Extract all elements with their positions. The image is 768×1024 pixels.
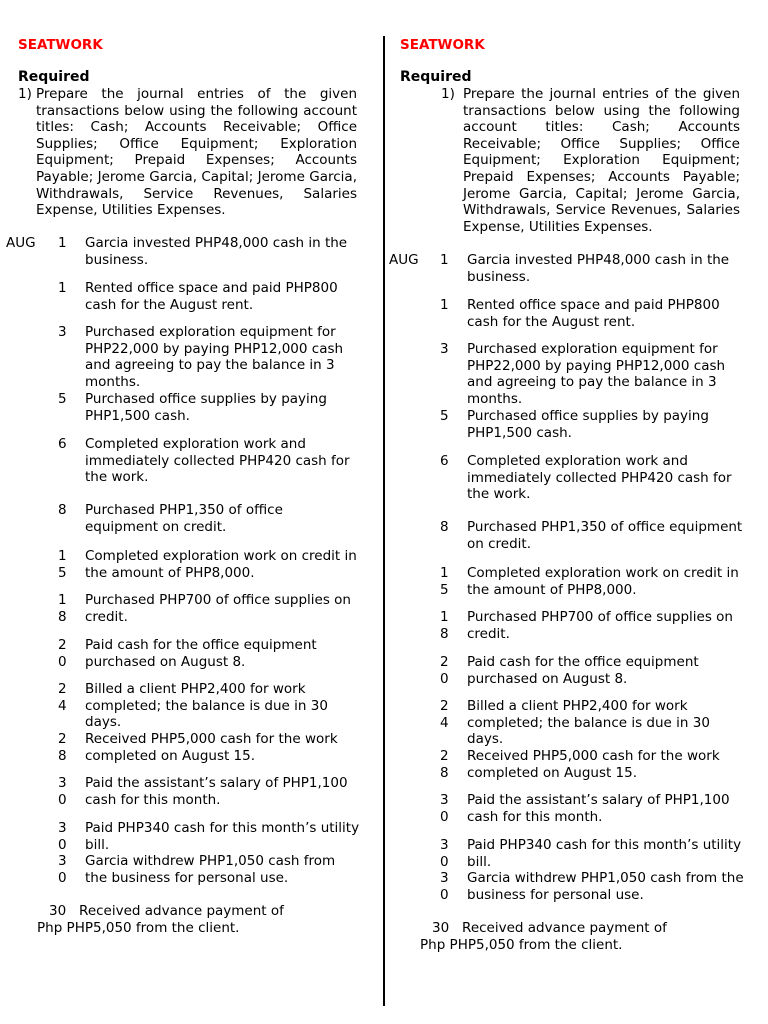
entry-day: 1 5 (440, 565, 449, 598)
entry-text: Garcia withdrew PHP1,050 cash from the business for personal use. (467, 870, 744, 903)
entry-text: Paid cash for the office equipment purchased on August 8. (467, 654, 699, 687)
entry-day: 1 8 (440, 609, 449, 642)
entry-text: Paid PHP340 cash for this month’s utility bill. (467, 837, 742, 870)
month-label: AUG (389, 252, 419, 268)
entry-day: 1 (440, 297, 449, 313)
entry-text: Purchased office supplies by paying PHP1,500 cash. (85, 391, 327, 424)
entry-text: Completed exploration work and immediately collected PHP420 cash for the work. (467, 453, 732, 503)
entry-text: Purchased PHP1,350 of office equipment on credit. (85, 502, 283, 535)
entry-day: 8 (440, 519, 449, 535)
entry-day: 3 0 (440, 837, 449, 870)
entry-day: 1 (440, 252, 449, 268)
instruction-text: Prepare the journal entries of the given transactions below using the following account titles: Cash; Accounts Receivable; Office Supplies; Office Equipment; Exploration Equipment; Prepaid Expenses; Accounts Payable; Jerome Garcia, Capital; Jerome Garcia, Withdrawals, Service Revenues, Salaries Expense, Utilities Expenses. (36, 86, 357, 219)
entry-text: Garcia invested PHP48,000 cash in the business. (85, 235, 348, 268)
entry-day: 3 0 (58, 820, 67, 853)
entry-day: 1 (58, 280, 67, 296)
entry-day: 3 (440, 341, 449, 357)
entry-day: 3 0 (58, 853, 67, 886)
entry-text: Paid the assistant’s salary of PHP1,100 cash for this month. (467, 792, 730, 825)
entry-day: 8 (58, 502, 67, 518)
entry-text: Paid the assistant’s salary of PHP1,100 cash for this month. (85, 775, 348, 808)
entry-day: 3 0 (440, 870, 449, 903)
entry-day: 5 (58, 391, 67, 407)
instruction-number: 1) (18, 86, 32, 102)
entry-day: 6 (58, 436, 67, 452)
entry-day: 1 8 (58, 592, 67, 625)
right-column (385, 0, 768, 1024)
entry-day: 3 0 (440, 792, 449, 825)
entry-day: 2 4 (58, 681, 67, 714)
entry-text: Received PHP5,000 cash for the work completed on August 15. (85, 731, 338, 764)
entry-text: Rented office space and paid PHP800 cash for the August rent. (467, 297, 720, 330)
entry-text: Completed exploration work and immediately collected PHP420 cash for the work. (85, 436, 350, 486)
entry-text: Garcia invested PHP48,000 cash in the business. (467, 252, 730, 285)
required-heading: Required (400, 69, 472, 85)
seatwork-title: SEATWORK (18, 37, 103, 53)
entry-text: Billed a client PHP2,400 for work completed; the balance is due in 30 days. (85, 681, 328, 731)
advance-line-2: Php PHP5,050 from the client. (420, 936, 623, 953)
entry-day: 2 0 (440, 654, 449, 687)
transaction-entry-advance (420, 920, 667, 953)
entry-text: Purchased exploration equipment for PHP22,000 by paying PHP12,000 cash and agreeing to pay the balance in 3 months. (467, 341, 726, 407)
entry-day: 1 5 (58, 548, 67, 581)
instruction-number: 1) (441, 86, 455, 102)
entry-text: Purchased exploration equipment for PHP22,000 by paying PHP12,000 cash and agreeing to pay the balance in 3 months. (85, 324, 344, 390)
advance-line-2: Php PHP5,050 from the client. (37, 919, 240, 936)
entry-day: 3 (58, 324, 67, 340)
advance-line-1: 30 Received advance payment of (49, 903, 284, 919)
entry-day: 5 (440, 408, 449, 424)
entry-text: Purchased PHP700 of office supplies on credit. (467, 609, 733, 642)
month-label: AUG (6, 235, 36, 251)
entry-text: Purchased PHP700 of office supplies on credit. (85, 592, 351, 625)
entry-text: Completed exploration work on credit in the amount of PHP8,000. (85, 548, 357, 581)
entry-text: Purchased office supplies by paying PHP1,500 cash. (467, 408, 709, 441)
entry-day: 2 8 (58, 731, 67, 764)
seatwork-title: SEATWORK (400, 37, 485, 53)
advance-line-1: 30 Received advance payment of (432, 920, 667, 936)
entry-day: 6 (440, 453, 449, 469)
entry-text: Billed a client PHP2,400 for work completed; the balance is due in 30 days. (467, 698, 710, 748)
transaction-entry-advance (37, 903, 284, 936)
entry-day: 2 8 (440, 748, 449, 781)
entry-text: Rented office space and paid PHP800 cash for the August rent. (85, 280, 338, 313)
entry-day: 2 4 (440, 698, 449, 731)
required-heading: Required (18, 69, 90, 85)
entry-text: Received PHP5,000 cash for the work completed on August 15. (467, 748, 720, 781)
entry-text: Purchased PHP1,350 of office equipment on credit. (467, 519, 743, 552)
entry-text: Completed exploration work on credit in the amount of PHP8,000. (467, 565, 739, 598)
entry-text: Garcia withdrew PHP1,050 cash from the business for personal use. (85, 853, 336, 886)
entry-day: 1 (58, 235, 67, 251)
entry-day: 2 0 (58, 637, 67, 670)
entry-day: 3 0 (58, 775, 67, 808)
entry-text: Paid cash for the office equipment purchased on August 8. (85, 637, 317, 670)
instruction-text: Prepare the journal entries of the given transactions below using the following account titles: Cash; Accounts Receivable; Office Supplies; Office Equipment; Exploration Equipment; Prepaid Expenses; Accounts Payable; Jerome Garcia, Capital; Jerome Garcia, Withdrawals, Service Revenues, Salaries Expense, Utilities Expenses. (463, 86, 740, 235)
entry-text: Paid PHP340 cash for this month’s utility bill. (85, 820, 360, 853)
